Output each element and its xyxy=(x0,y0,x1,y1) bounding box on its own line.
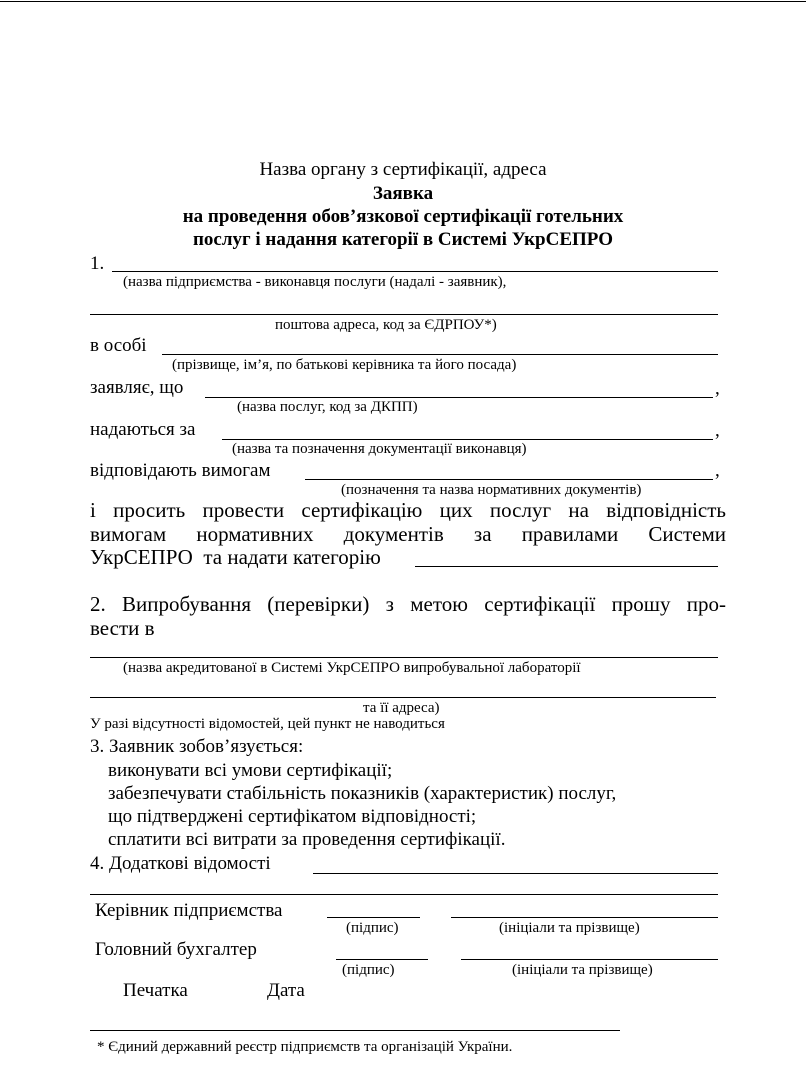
category-field[interactable] xyxy=(415,566,718,567)
section2-note: У разі відсутності відомостей, цей пункт не наводиться xyxy=(90,716,445,732)
lab-address-field[interactable] xyxy=(90,697,716,698)
director-signature-field[interactable] xyxy=(327,917,420,918)
comma-docs: , xyxy=(715,420,720,441)
director-signature-hint: (підпис) xyxy=(346,920,399,936)
top-border xyxy=(0,1,806,2)
obligation-item-2: забезпечувати стабільність показників (характеристик) послуг, xyxy=(108,783,617,804)
director-label: Керівник підприємства xyxy=(95,900,283,921)
accountant-name-hint: (ініціали та прізвище) xyxy=(512,962,653,978)
section2-line-2: вести в xyxy=(90,616,155,640)
request-line-1: і просить провести сертифікацію цих послуг на відповідність xyxy=(90,498,726,522)
norms-field[interactable] xyxy=(305,479,713,480)
stamp-label: Печатка xyxy=(123,980,188,1001)
hint-company-name: (назва підприємства - виконавця послуги (надалі - заявник), xyxy=(123,274,507,290)
hint-lab-address: та її адреса) xyxy=(363,700,440,716)
declares-label: заявляє, що xyxy=(90,377,184,398)
request-line-2: вимогам нормативних документів за правилами Системи xyxy=(90,522,726,546)
obligation-item-3: сплатити всі витрати за проведення сертифікації. xyxy=(108,829,506,850)
additional-info-label: 4. Додаткові відомості xyxy=(90,853,271,874)
company-name-field[interactable] xyxy=(112,271,718,272)
director-person-field[interactable] xyxy=(162,354,718,355)
accountant-label: Головний бухгалтер xyxy=(95,939,257,960)
section2-line-1: 2. Випробування (перевірки) з метою сертифікації прошу про- xyxy=(90,592,726,616)
hint-services: (назва послуг, код за ДКПП) xyxy=(237,399,418,415)
obligation-item-1: виконувати всі умови сертифікації; xyxy=(108,760,393,781)
request-line-3: УкрСЕПРО та надати категорію xyxy=(90,545,381,569)
section3-title: 3. Заявник зобов’язується: xyxy=(90,736,304,757)
org-name-line: Назва органу з сертифікації, адреса xyxy=(259,159,547,180)
obligation-item-2-cont: що підтверджені сертифікатом відповідності; xyxy=(108,806,477,827)
additional-info-field[interactable] xyxy=(313,873,718,874)
in-person-label: в особі xyxy=(90,335,147,356)
document-subtitle-line2: послуг і надання категорії в Системі УкрСЕПРО xyxy=(192,229,614,250)
footnote: * Єдиний державний реєстр підприємств та організацій України. xyxy=(97,1039,513,1055)
documentation-field[interactable] xyxy=(222,439,713,440)
provided-label: надаються за xyxy=(90,419,196,440)
director-name-field[interactable] xyxy=(451,917,718,918)
document-title: Заявка xyxy=(372,183,434,204)
hint-norms: (позначення та назва нормативних документів) xyxy=(341,482,642,498)
footnote-rule xyxy=(90,1030,620,1031)
date-label: Дата xyxy=(267,980,305,1001)
hint-person: (прізвище, ім’я, по батькові керівника та його посада) xyxy=(172,357,517,373)
hint-company-address: поштова адреса, код за ЄДРПОУ*) xyxy=(275,317,497,333)
comma-services: , xyxy=(715,378,720,399)
hint-docs: (назва та позначення документації виконавця) xyxy=(232,441,527,457)
services-field[interactable] xyxy=(205,397,713,398)
accountant-name-field[interactable] xyxy=(461,959,718,960)
comma-norms: , xyxy=(715,460,720,481)
additional-info-field-2[interactable] xyxy=(90,894,718,895)
accountant-signature-hint: (підпис) xyxy=(342,962,395,978)
comply-label: відповідають вимогам xyxy=(90,460,271,481)
director-name-hint: (ініціали та прізвище) xyxy=(499,920,640,936)
accountant-signature-field[interactable] xyxy=(336,959,428,960)
document-subtitle-line1: на проведення обов’язкової сертифікації готельних xyxy=(182,206,624,227)
company-address-field[interactable] xyxy=(90,314,718,315)
lab-name-field[interactable] xyxy=(90,657,718,658)
hint-lab: (назва акредитованої в Системі УкрСЕПРО випробувальної лабораторії xyxy=(123,660,581,676)
section1-number: 1. xyxy=(90,253,105,274)
